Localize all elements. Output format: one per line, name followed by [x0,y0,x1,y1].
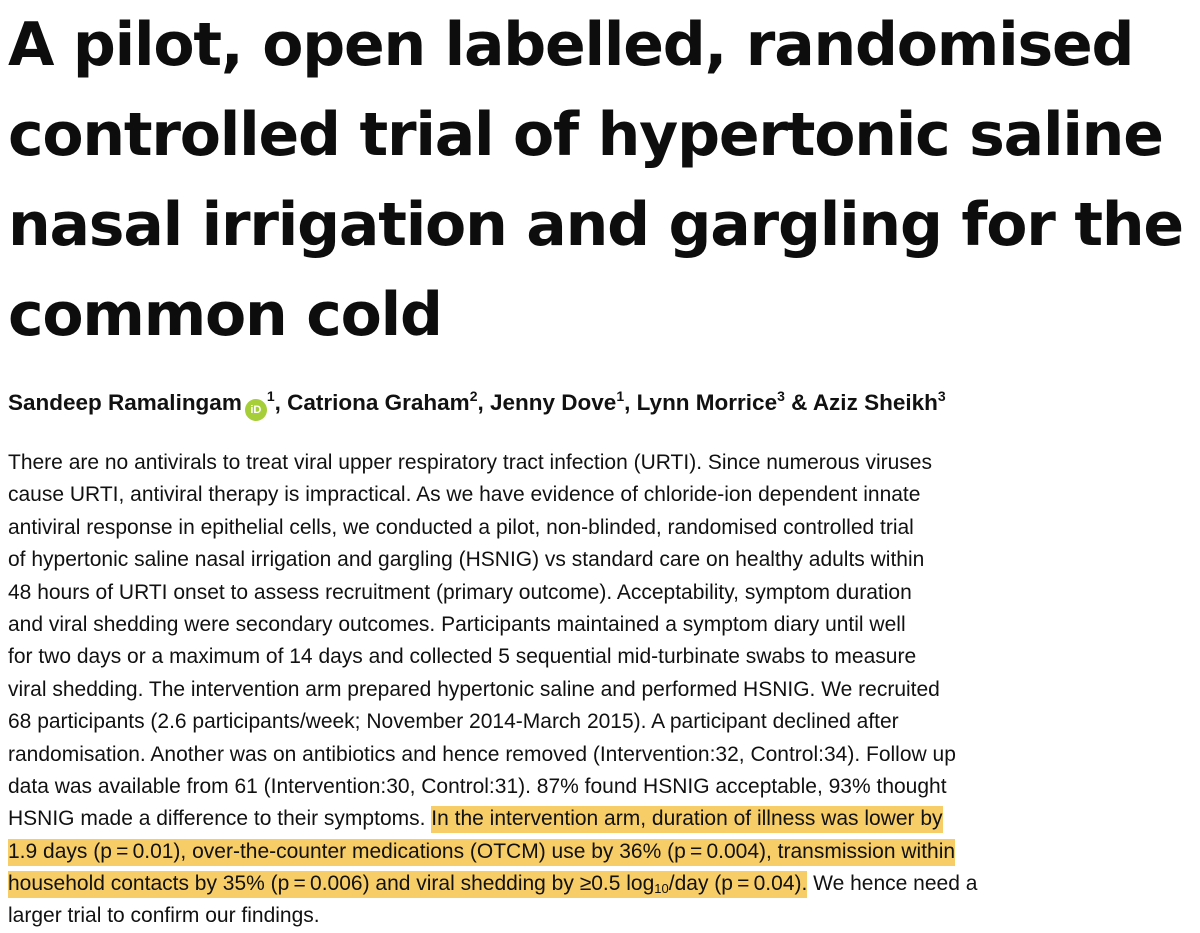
abstract-line [8,836,1192,868]
author-affiliation: 1 [616,388,625,404]
abstract-text: HSNIG made a difference to their symptoms. [8,807,432,831]
title-line: controlled trial of hypertonic saline [8,100,1163,170]
title-line: common cold [8,280,442,350]
abstract-line: viral shedding. The intervention arm prepared hypertonic saline and performed HSNIG. We recruited [8,677,940,701]
author-affiliation: 3 [937,388,946,404]
highlighted-text [8,871,807,898]
author-name: Lynn Morrice [636,390,778,415]
author-name: Sandeep Ramalingam [8,390,242,415]
title-line: nasal irrigation and gargling for the [8,190,1183,260]
title-line: A pilot, open labelled, randomised [8,10,1134,80]
article-title [8,0,1192,360]
author-list [8,388,1192,421]
abstract-text: We hence need a [807,872,978,896]
author-name: Catriona Graham [287,390,470,415]
author-separator: , [624,390,637,415]
abstract-line: of hypertonic saline nasal irrigation and gargling (HSNIG) vs standard care on healthy adults within [8,548,925,572]
article-page [8,0,1192,933]
abstract-line: antiviral response in epithelial cells, we conducted a pilot, non-blinded, randomised controlled trial [8,515,914,539]
log-subscript: 10 [654,881,669,897]
highlighted-text: In the intervention arm, duration of illness was lower by [431,806,942,833]
author-affiliation: 1 [266,388,275,404]
highlighted-text-part: household contacts by 35% (p = 0.006) and viral shedding by ≥0.5 log [8,872,655,896]
abstract-line: cause URTI, antiviral therapy is impractical. As we have evidence of chloride-ion dependent innate [8,483,921,507]
abstract-line: and viral shedding were secondary outcomes. Participants maintained a symptom diary until well [8,612,906,636]
abstract-line: 68 participants (2.6 participants/week; November 2014-March 2015). A participant declined after [8,710,899,734]
abstract-line [8,868,1192,900]
orcid-icon[interactable]: iD [245,399,267,421]
abstract-line: data was available from 61 (Intervention:30, Control:31). 87% found HSNIG acceptable, 93% thought [8,774,947,798]
abstract [8,447,1192,933]
highlighted-text: 1.9 days (p = 0.01), over-the-counter medications (OTCM) use by 36% (p = 0.004), transmission within [8,839,955,866]
author-name: Aziz Sheikh [812,390,938,415]
abstract-line: There are no antivirals to treat viral upper respiratory tract infection (URTI). Since numerous viruses [8,451,932,474]
abstract-line: larger trial to confirm our findings. [8,904,320,928]
author-affiliation: 3 [777,388,785,404]
author-separator: , [477,390,491,415]
author-separator: , [274,390,288,415]
abstract-line: for two days or a maximum of 14 days and collected 5 sequential mid-turbinate swabs to measure [8,645,917,669]
abstract-line: 48 hours of URTI onset to assess recruitment (primary outcome). Acceptability, symptom duration [8,580,912,604]
highlighted-text-part: /day (p = 0.04). [668,872,808,896]
abstract-line [8,803,1192,835]
author-separator: & [784,390,813,415]
abstract-line: randomisation. Another was on antibiotics and hence removed (Intervention:32, Control:34). Follow up [8,742,956,766]
author-name: Jenny Dove [490,390,617,415]
author-affiliation: 2 [469,388,478,404]
